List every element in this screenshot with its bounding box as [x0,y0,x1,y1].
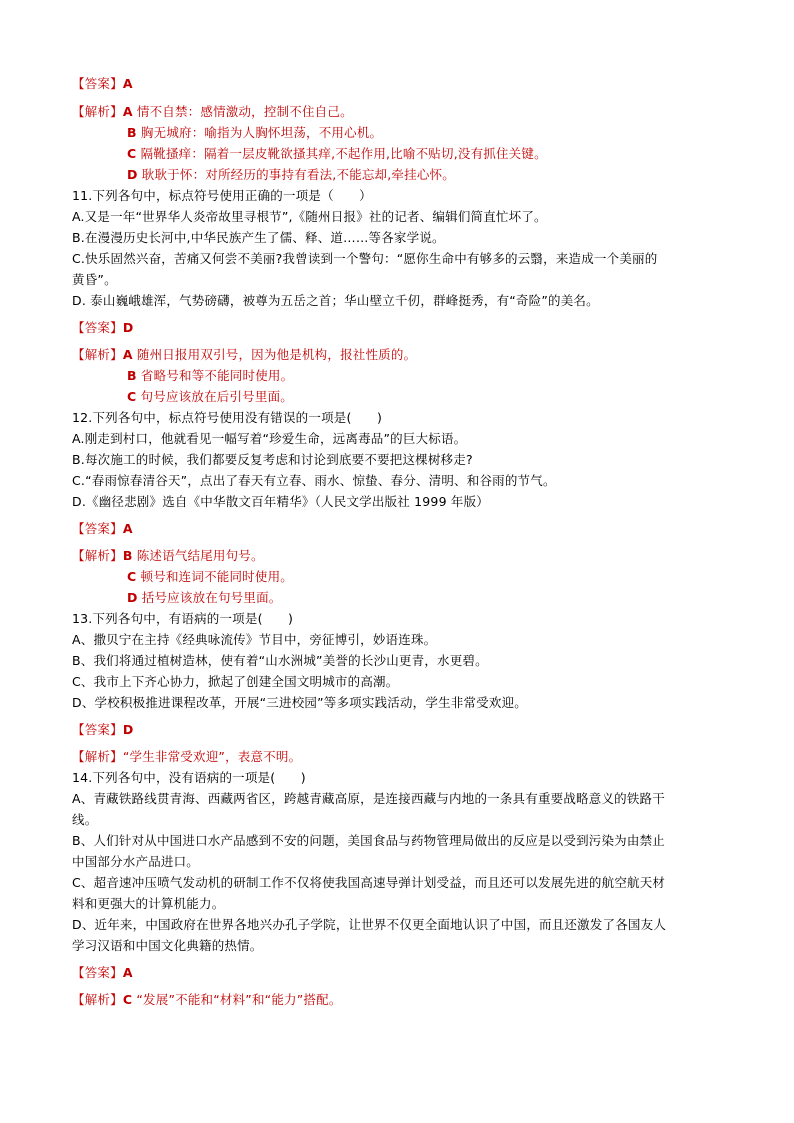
answer-tag: 【答案】 [72,722,123,737]
question-option: C.快乐固然兴奋，苦痛又何尝不美丽?我曾读到一个警句：“愿你生命中有够多的云翳，来造成一个美丽的 [72,251,658,266]
answer-line [72,521,133,537]
answer-tag: 【答案】 [72,76,123,91]
answer-line [72,722,133,738]
question-option: B.每次施工的时候，我们都要反复考虑和讨论到底要不要把这棵树移走? [72,452,473,467]
question-option: A.又是一年“世界华人炎帝故里寻根节”,《随州日报》社的记者、编辑们简直忙坏了。 [72,209,547,224]
analysis-line [127,389,293,405]
analysis-line [72,992,342,1008]
analysis-text: 胸无城府：喻指为人胸怀坦荡，不用心机。 [140,125,383,140]
analysis-tag: 【解析】 [72,104,123,119]
analysis-text: “发展”不能和“材料”和“能力”搭配。 [136,992,342,1007]
analysis-line [72,749,301,765]
analysis-letter: B [127,125,137,140]
question-option: B、我们将通过植树造林，使有着“山水洲城”美誉的长沙山更青，水更碧。 [72,653,488,668]
answer-line [72,965,133,981]
analysis-letter: C [127,146,137,161]
analysis-text: 随州日报用双引号，因为他是机构，报社性质的。 [136,347,417,362]
question-stem: 12.下列各句中，标点符号使用没有错误的一项是( ) [72,410,383,425]
answer-line [72,76,133,92]
answer-value: D [122,722,134,737]
analysis-tag: 【解析】 [72,347,123,362]
question-option-cont: 料和更强大的计算机能力。 [72,896,225,911]
question-option-cont: 黄昏”。 [72,272,117,287]
question-option: D.《幽径悲剧》选自《中华散文百年精华》（人民文学出版社 1999 年版） [72,494,490,509]
answer-value: A [122,521,133,536]
analysis-letter: D [127,167,138,182]
question-option: D、近年来，中国政府在世界各地兴办孔子学院，让世界不仅更全面地认识了中国，而且还激发了各国友人 [72,917,667,932]
analysis-tag: 【解析】 [72,992,123,1007]
question-option: A、青藏铁路线贯青海、西藏两省区，跨越青藏高原，是连接西藏与内地的一条具有重要战略意义的铁路干 [72,791,665,806]
answer-value: A [122,76,133,91]
question-option: B、人们针对从中国进口水产品感到不安的问题，美国食品与药物管理局做出的反应是以受到污染为由禁止 [72,833,665,848]
question-stem: 14.下列各句中，没有语病的一项是( ) [72,770,306,785]
answer-tag: 【答案】 [72,521,123,536]
question-option: A.刚走到村口，他就看见一幅写着“珍爱生命，远离毒品”的巨大标语。 [72,431,467,446]
analysis-text: “学生非常受欢迎”，表意不明。 [122,749,302,764]
question-option-cont: 中国部分水产品进口。 [72,854,200,869]
answer-value: A [122,965,133,980]
question-option: C.“春雨惊春清谷天”，点出了春天有立春、雨水、惊蛰、春分、清明、和谷雨的节气。 [72,473,556,488]
analysis-line [72,548,264,564]
analysis-line [72,104,353,120]
question-option: C、我市上下齐心协力，掀起了创建全国文明城市的高潮。 [72,674,399,689]
answer-tag: 【答案】 [72,320,123,335]
analysis-text: 隔靴搔痒：隔着一层皮靴欲搔其痒,不起作用,比喻不贴切,没有抓住关键。 [140,146,547,161]
analysis-line [127,146,547,162]
analysis-line [127,125,382,141]
analysis-line [127,590,281,606]
answer-value: D [122,320,134,335]
analysis-letter: C [122,992,133,1007]
analysis-text: 括号应该放在句号里面。 [141,590,282,605]
analysis-line [127,167,455,183]
question-option: C、超音速冲压喷气发动机的研制工作不仅将使我国高速导弹计划受益，而且还可以发展先进的航空航天材 [72,875,666,890]
analysis-line [127,569,293,585]
analysis-tag: 【解析】 [72,548,123,563]
analysis-letter: C [127,569,137,584]
question-stem: 13.下列各句中，有语病的一项是( ) [72,611,294,626]
answer-tag: 【答案】 [72,965,123,980]
question-option: A、撒贝宁在主持《经典咏流传》节目中，旁征博引，妙语连珠。 [72,632,437,647]
analysis-letter: A [122,347,133,362]
analysis-text: 陈述语气结尾用句号。 [136,548,264,563]
analysis-tag: 【解析】 [72,749,123,764]
analysis-letter: B [127,368,137,383]
answer-line [72,320,133,336]
question-option: D. 泰山巍峨雄浑，气势磅礴，被尊为五岳之首；华山壁立千仞，群峰挺秀，有“奇险”的美名。 [72,293,599,308]
question-option-cont: 学习汉语和中国文化典籍的热情。 [72,938,263,953]
question-option: B.在漫漫历史长河中,中华民族产生了儒、释、道……等各家学说。 [72,230,445,245]
analysis-letter: A [122,104,133,119]
analysis-text: 情不自禁：感情激动，控制不住自己。 [136,104,353,119]
analysis-letter: D [127,590,138,605]
analysis-line [127,368,293,384]
question-option: D、学校积极推进课程改革，开展“三进校园”等多项实践活动，学生非常受欢迎。 [72,695,527,710]
analysis-text: 句号应该放在后引号里面。 [140,389,293,404]
analysis-letter: C [127,389,137,404]
analysis-line [72,347,416,363]
analysis-text: 省略号和等不能同时使用。 [140,368,294,383]
question-option-cont: 线。 [72,812,98,827]
analysis-text: 顿号和连词不能同时使用。 [140,569,293,584]
question-stem: 11.下列各句中，标点符号使用正确的一项是（ ） [72,188,372,203]
analysis-letter: B [122,548,133,563]
analysis-text: 耿耿于怀：对所经历的事持有看法,不能忘却,牵挂心怀。 [141,167,455,182]
